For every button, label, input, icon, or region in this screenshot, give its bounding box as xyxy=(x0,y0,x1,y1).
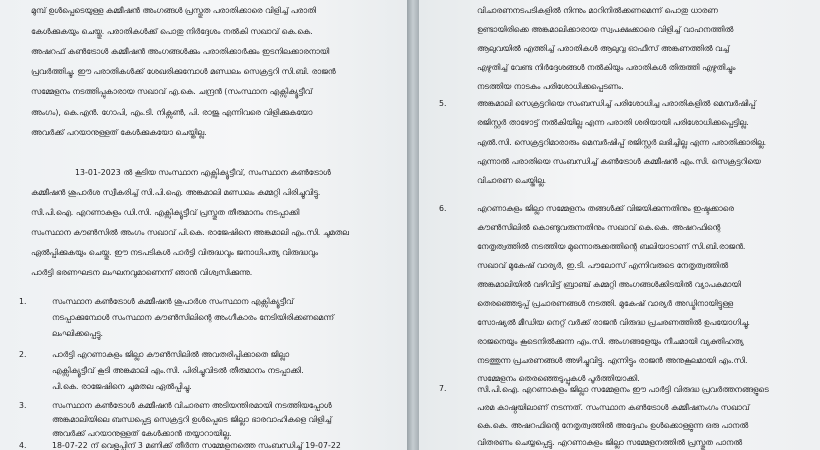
text-line: നേതൃത്വത്തിൽ നടത്തിയ മുന്നൊരുക്കത്തിന്റെ ബലിയാടാണ് സി.ബി.രാജൻ. xyxy=(477,242,746,251)
text-line: നടത്തിയ നാടകം പരിശോധിക്കപ്പെടണം. xyxy=(477,82,624,91)
left-page xyxy=(0,0,407,450)
text-line: അംഗം), കെ.എൻ. ഗോപി, എം.ടി. നിക്സൺ, പി. രാജു എന്നിവരെ വിളിക്കുകയോ xyxy=(31,108,313,117)
text-line: ഏൽപ്പിക്കുകയും ചെയ്തു. ഈ നടപടികൾ പാർട്ടി വിരുദ്ധവും ജനാധിപത്യ വിരുദ്ധവും xyxy=(31,248,319,257)
text-line: അവർക്ക് പറയാനുള്ളത് കേൾക്കുകയോ ചെയ്തില്ല. xyxy=(31,128,207,137)
list-number: 4. xyxy=(19,441,27,450)
text-line: അങ്കമാലി സെക്രട്ടറിയെ സംബന്ധിച്ച് പരിശോധിച്ച പരാതികളിൽ മെമ്പർഷിപ്പ് xyxy=(477,99,756,108)
text-line: എക്സിക്യൂട്ടീവ് കൂടി അങ്കമാലി എം.സി. പിരിച്ചുവിടൽ തീരുമാനം നടപ്പാക്കി. xyxy=(52,366,304,375)
text-line: കൗൺസിലിൽ കൊണ്ടുവരുന്നതിനും സഖാവ് കെ.കെ. അഷറഫിന്റെ xyxy=(477,223,721,232)
text-line: എൽ.സി. സെക്രട്ടറിമാരാരും മെമ്പർഷിപ്പ് രജിസ്റ്റർ ലഭിച്ചില്ല എന്ന പരാതിക്കാരില്ല. xyxy=(477,138,767,147)
page-gutter xyxy=(407,0,419,450)
list-number: 5. xyxy=(439,99,447,108)
text-line: സംസ്ഥാന കൺട്രോൾ കമ്മീഷൻ വിചാരണ അടിയന്തിരമായി നടത്തിയപ്പോൾ xyxy=(52,401,332,410)
text-line: എഴുതിച്ച് വേണ്ട നിർദ്ദേശങ്ങൾ നൽകിയും പരാതികൾ തിരുത്തി എഴുതിച്ചും xyxy=(477,63,736,72)
text-line: രാജനെയും കൂടെനിൽക്കുന്ന എം.സി. അംഗങ്ങളേയും നീചമായി വ്യക്തിഹത്യ xyxy=(477,337,744,346)
text-line: എന്നാൽ പരാതിയെ സംബന്ധിച്ച് കൺട്രോൾ കമ്മീഷൻ എം.സി. സെക്രട്ടറിയെ xyxy=(477,157,761,166)
text-line: അഷറഫ് കൺട്രോൾ കമ്മീഷൻ അംഗങ്ങൾക്കും പരാതിക്കാർക്കും ഇടനിലക്കാരനായി xyxy=(31,47,330,56)
text-line: കെ.കെ. അഷറഫിന്റെ നേതൃത്വത്തിൽ അദ്ദേഹം ഉൾക്കൊള്ളുന്ന ഒരു പാനൽ xyxy=(477,421,749,430)
text-line: സംസ്ഥാന കൺട്രോൾ കമ്മീഷൻ ശുപാർശ സംസ്ഥാന എക്സിക്യൂട്ടീവ് xyxy=(52,297,294,306)
text-line: പി.കെ. രാജേഷിനെ ചുമതല ഏൽപ്പിച്ചു. xyxy=(52,382,192,391)
text-line: സമ്മേളനം നടത്തിപ്പുകാരായ സഖാവ് എ.കെ. ചന്ദ്രൻ (സംസ്ഥാന എക്സിക്യൂട്ടീവ് xyxy=(31,87,313,96)
text-line: അങ്കമാലിയിലെ ബന്ധപ്പെട്ട സെക്രട്ടറി ഉൾപ്പെടെ ജില്ലാ ഭാരവാഹികളെ വിളിച്ച് xyxy=(52,415,332,424)
text-line: പാർട്ടി എറണാകുളം ജില്ലാ കൗൺസിലിൽ അവതരിപ്പിക്കാതെ ജില്ലാ xyxy=(52,350,290,359)
text-line: വിതരണം ചെയ്യപ്പെട്ടു. എറണാകുളം ജില്ലാ സമ്മേളനത്തിൽ പ്രസ്തുത പാനൽ xyxy=(477,438,742,447)
list-number: 6. xyxy=(439,204,447,213)
text-line: ഉണ്ടായിരിക്കെ അങ്കമാലിക്കാരായ സ്വപക്ഷക്കാരെ വിളിച്ച് വാഹനത്തിൽ xyxy=(477,25,734,34)
text-line: സി.പി.ഐ. എറണാകുളം ജില്ലാ സമ്മേളനം ഈ പാർട്ടി വിരുദ്ധ പ്രവർത്തനങ്ങളുടെ xyxy=(477,385,769,394)
list-number: 3. xyxy=(19,401,27,410)
text-line: അവർക്ക് പറയാനുള്ളത് കേൾക്കാൻ തയ്യാറായില്ല. xyxy=(52,429,232,438)
text-line: തെരഞ്ഞെടുപ്പ് പ്രചാരണങ്ങൾ നടത്തി. മുകേഷ് വാര്യർ അഡ്മിനായിട്ടുള്ള xyxy=(477,299,733,308)
text-line: മുമ്പ് ഉൾപ്പെടെയുള്ള കമ്മീഷൻ അംഗങ്ങൾ പ്രസ്തുത പരാതിക്കാരെ വിളിച്ച് പരാതി xyxy=(31,6,316,15)
list-number: 7. xyxy=(439,384,447,393)
text-line: 13-01-2023 ൽ കൂടിയ സംസ്ഥാന എക്സിക്യൂട്ടീവ്, സംസ്ഥാന കൺട്രോൾ xyxy=(75,168,331,177)
text-line: കമ്മീഷൻ ശുപാർശ സ്വീകരിച്ച് സി.പി.ഐ. അങ്കമാലി മണ്ഡലം കമ്മറ്റി പിരിച്ചുവിട്ടു. xyxy=(31,188,321,197)
text-line: ആലുവയിൽ എത്തിച്ച് പരാതികൾ ആലുവ്വ ഓഫീസ് അങ്കണത്തിൽ വച്ച് xyxy=(477,44,730,53)
text-line: സമ്മേളനം തെരഞ്ഞെടുപ്പുകൾ പൂർത്തിയാക്കി. xyxy=(477,374,640,383)
text-line: 18-07-22 ന് വെളുപ്പിന് 3 മണിക്ക് തീർന്ന സമ്മേളനത്തെ സംബന്ധിച്ച് 19-07-22 xyxy=(52,441,341,450)
text-line: അങ്കമാലിയിൽ വഴിവിട്ട് ബ്രാഞ്ച് കമ്മറ്റി അംഗങ്ങൾക്കിടയിൽ വ്യാപകമായി xyxy=(477,280,741,289)
text-line: സംസ്ഥാന കൗൺസിൽ അംഗം സഖാവ് പി.കെ. രാജേഷിനെ അങ്കമാലി എം.സി. ചുമതല xyxy=(31,228,349,237)
text-line: പാർട്ടി ഭരണഘടന ലംഘനവുമാണെന്ന് ഞാൻ വിശ്വസിക്കുന്നു. xyxy=(31,268,253,277)
text-line: വിചാരണനടപടികളിൽ നിന്നും മാറിനിൽക്കണമെന്ന് പൊതു ധാരണ xyxy=(477,6,718,15)
text-line: നടത്തുന്ന പ്രചരണങ്ങൾ അഴിച്ചുവിട്ടു. എന്നിട്ടും രാജൻ അനുകൂലമായി എം.സി. xyxy=(477,356,748,365)
text-line: സഖാവ് മുകേഷ് വാര്യർ, ഇ.ടി. പൗലോസ് എന്നിവരുടെ നേതൃത്വത്തിൽ xyxy=(477,261,728,270)
text-line: രജിസ്റ്റർ താഴോട്ട് നൽകിയില്ല എന്ന പരാതി ശരിയായി പരിശോധിക്കപ്പെട്ടില്ല. xyxy=(477,118,749,127)
text-line: വിചാരണ ചെയ്തില്ല. xyxy=(477,176,547,185)
text-line: എറണാകുളം ജില്ലാ സമ്മേളനം തങ്ങൾക്ക് വിജയിക്കുന്നതിനും ഇഷ്ടക്കാരെ xyxy=(477,204,734,213)
text-line: ലംഘിക്കപ്പെട്ടു. xyxy=(52,329,103,338)
list-number: 2. xyxy=(19,350,27,359)
text-line: പ്രവർത്തിച്ചു. ഈ പരാതികൾക്ക് ശേഖരിക്കുമ്പോൾ മണ്ഡലം സെക്രട്ടറി സി.ബി. രാജൻ xyxy=(31,67,336,76)
list-number: 1. xyxy=(19,297,27,306)
right-page xyxy=(419,0,820,450)
text-line: നടപ്പാക്കുമ്പോൾ സംസ്ഥാന കൗൺസിലിന്റെ അംഗീകാരം നേടിയിരിക്കണമെന്ന് xyxy=(52,313,334,322)
text-line: പരമ കാഷ്ഠയിലാണ് നടന്നത്. സംസ്ഥാന കൺട്രോൾ കമ്മീഷനംഗം സഖാവ് xyxy=(477,403,750,412)
text-line: സി.പി.ഐ. എറണാകുളം ഡി.സി. എക്സിക്യൂട്ടീവ് പ്രസ്തുത തീരുമാനം നടപ്പാക്കി xyxy=(31,208,300,217)
text-line: കേൾക്കുകയും ചെയ്തു. പരാതികൾക്ക് പൊതു നിർദ്ദേശം നൽകി സഖാവ് കെ.കെ. xyxy=(31,27,313,36)
text-line: സോഷ്യൽ മീഡിയ നെറ്റ് വർക്ക് രാജൻ വിരുദ്ധ പ്രചരണത്തിൽ ഉപയോഗിച്ചു. xyxy=(477,318,751,327)
